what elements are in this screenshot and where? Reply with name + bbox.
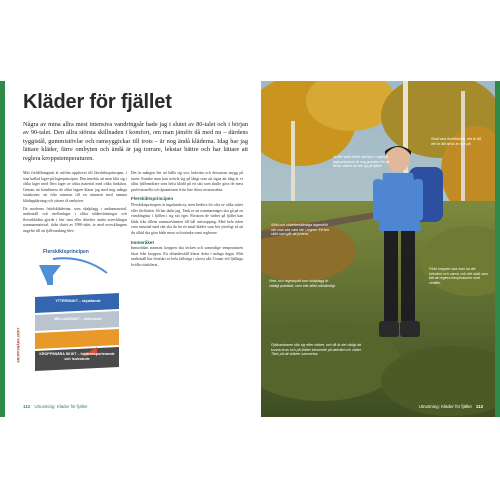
- left-page: [0, 81, 255, 417]
- running-head: Utrustning: Kläder för fjället: [418, 404, 472, 409]
- text-column-right: [131, 171, 243, 271]
- right-leg: [401, 231, 415, 321]
- text-column-left: [23, 171, 127, 237]
- layer-label-outer: YTTERSKIKT – skyddande: [55, 299, 101, 303]
- left-leg: [384, 231, 398, 321]
- page-number: 112: [23, 404, 31, 409]
- photo-caption: Skikt och väderbeständiga lagerskikt när man ska vara ute i regnet. Ett bra skikt som går att justera.: [271, 223, 329, 236]
- page-footer-right: [419, 404, 483, 409]
- layering-diagram: [16, 249, 129, 389]
- right-boot: [400, 321, 420, 337]
- layer-label-middle: MELLANSKIKT – isolerande: [54, 317, 102, 321]
- intro-paragraph: Några av mina allra mest intensiva vandringsår hade jag i slutet av 80-talet och i början av 90-talet. Den allra största skillnaden i komfort, om man jämför då med nu – därdens tyggistål, gummistövlar och ramsyggickar till trots – är nog ändå kläderna. Idag har jag lättare kläder, färre ombyten och ändå är jag torrare, lekstar bättre och har lättare att reglera kroppstemperaturen.: [23, 121, 248, 162]
- left-arm: [373, 179, 383, 221]
- subheading: Immeråket: [131, 239, 154, 245]
- hiker-photo: [261, 81, 495, 417]
- arrow-shaft: [47, 265, 53, 285]
- base-layer: [35, 329, 119, 349]
- water-arc: [53, 258, 107, 273]
- photo-caption: Förbi kroppen ska man ha det bekvämt och varmt, och det skall vara lätt att reglera temperaturen med ventiler.: [429, 267, 488, 285]
- page-edge-stripe: [0, 81, 5, 417]
- body-paragraph: Inmorddart närmast kroppen ska tecken och samordige temperaturen färar från kroppen. Ett ullunderställ klarar detta i många dagar. Mitt underställ har förstlärt av hela fallsiega i ytterst sått 3 tunnt vid fjällsiga kvälla rötsittlerat.: [131, 246, 243, 267]
- layer-label-base: KROPPSNÄRA SKIKT – fukttransporterande och isolerande: [39, 352, 115, 361]
- page-number: 113: [475, 404, 483, 409]
- left-boot: [379, 321, 399, 337]
- body-paragraph: De moderna fritidsklädestna, som skalplagg i andasmaterial, underställ och mellanlager i olika siltåteslösningar och fleeceklädna gjorde i färr sina eller därefter andra utvecklingar sommarmaterial, ifrån slutet av 1990-talet, är med utvecklingens ungefär till att fjällvandring blev.: [23, 206, 127, 233]
- chapter-title: Kläder för fjället: [23, 91, 172, 113]
- body-paragraph: Det är mången liet att hålla sig torr, bekväm och dessutom snygg på turen. Kanske man kan strävla sig på långt som att sigaa att idag är vi allas fjällvandrare som helst klädd på ett sätt som skulle göra de mest professionella och åpasmissen frita före dörra sessionselna.: [131, 171, 243, 192]
- body-paragraph: Mitt förhållningsätt är utifrån upphovet till flerskiktsprincipen, i sina kallad lager-på-lagerprincipen. Den innebär att man klär sig i olika lager med flera lager av olika material med olika funktion. Genom att kombinera de olika lagren klarar jag med mig många situationer, att från sommar till en utsnuten med samma klädupplärning och yttrare få ombyten.: [23, 171, 127, 203]
- side-label: KROPPSNÄRA SKIKT: [16, 327, 21, 363]
- book-spread: [0, 81, 500, 417]
- running-head: Utrustning: Kläder för fjället: [34, 404, 88, 409]
- photo-caption: Fjällvandraren klär sig efter vädret, och då är det viktigt att kunna ta av och på kläder beroende på aktivitet och väder. Tänk på att skikten samverkar.: [271, 343, 362, 356]
- body-paragraph: Flerskiktsprincipen är ingalunda ny, men bedrivs för ofta av olika sätter eller förflutten. Så har tänkt jag. Tänk er att sommarmages ska gå på en vandringstur i fjällen i sig sitt eget. Förutom de vädret på fjället kan båda fråa tillens sommarvärmen till hål snöstopping. Med hela tiden vara utrustad med rätt ska du ha ett antal kläder som bör ytterligt så att du alltid ska göra både mera och mindre samt reglerare.: [131, 202, 243, 235]
- right-arm: [413, 179, 423, 221]
- page-footer-left: [23, 404, 87, 409]
- photo-caption: Skall vara funktionella, det är då det är lätt att ta av och på.: [431, 137, 481, 146]
- subheading: Flerskiktsprincipen: [131, 196, 174, 202]
- photo-caption: Vind- och regnskydd som skalplagg är väldigt praktiskt, men inte alltid nödvändigt.: [269, 279, 336, 288]
- photo-caption: Ju fler skikt desto skönare. Lagerpå lagerprincipen är nog grunden för de flesta sätten att klä sig på fjället.: [333, 155, 390, 168]
- page-edge-stripe: [495, 81, 500, 417]
- diagram-title: Flerskiktsprincipen: [43, 249, 89, 255]
- hiker-photo-image: [261, 81, 495, 417]
